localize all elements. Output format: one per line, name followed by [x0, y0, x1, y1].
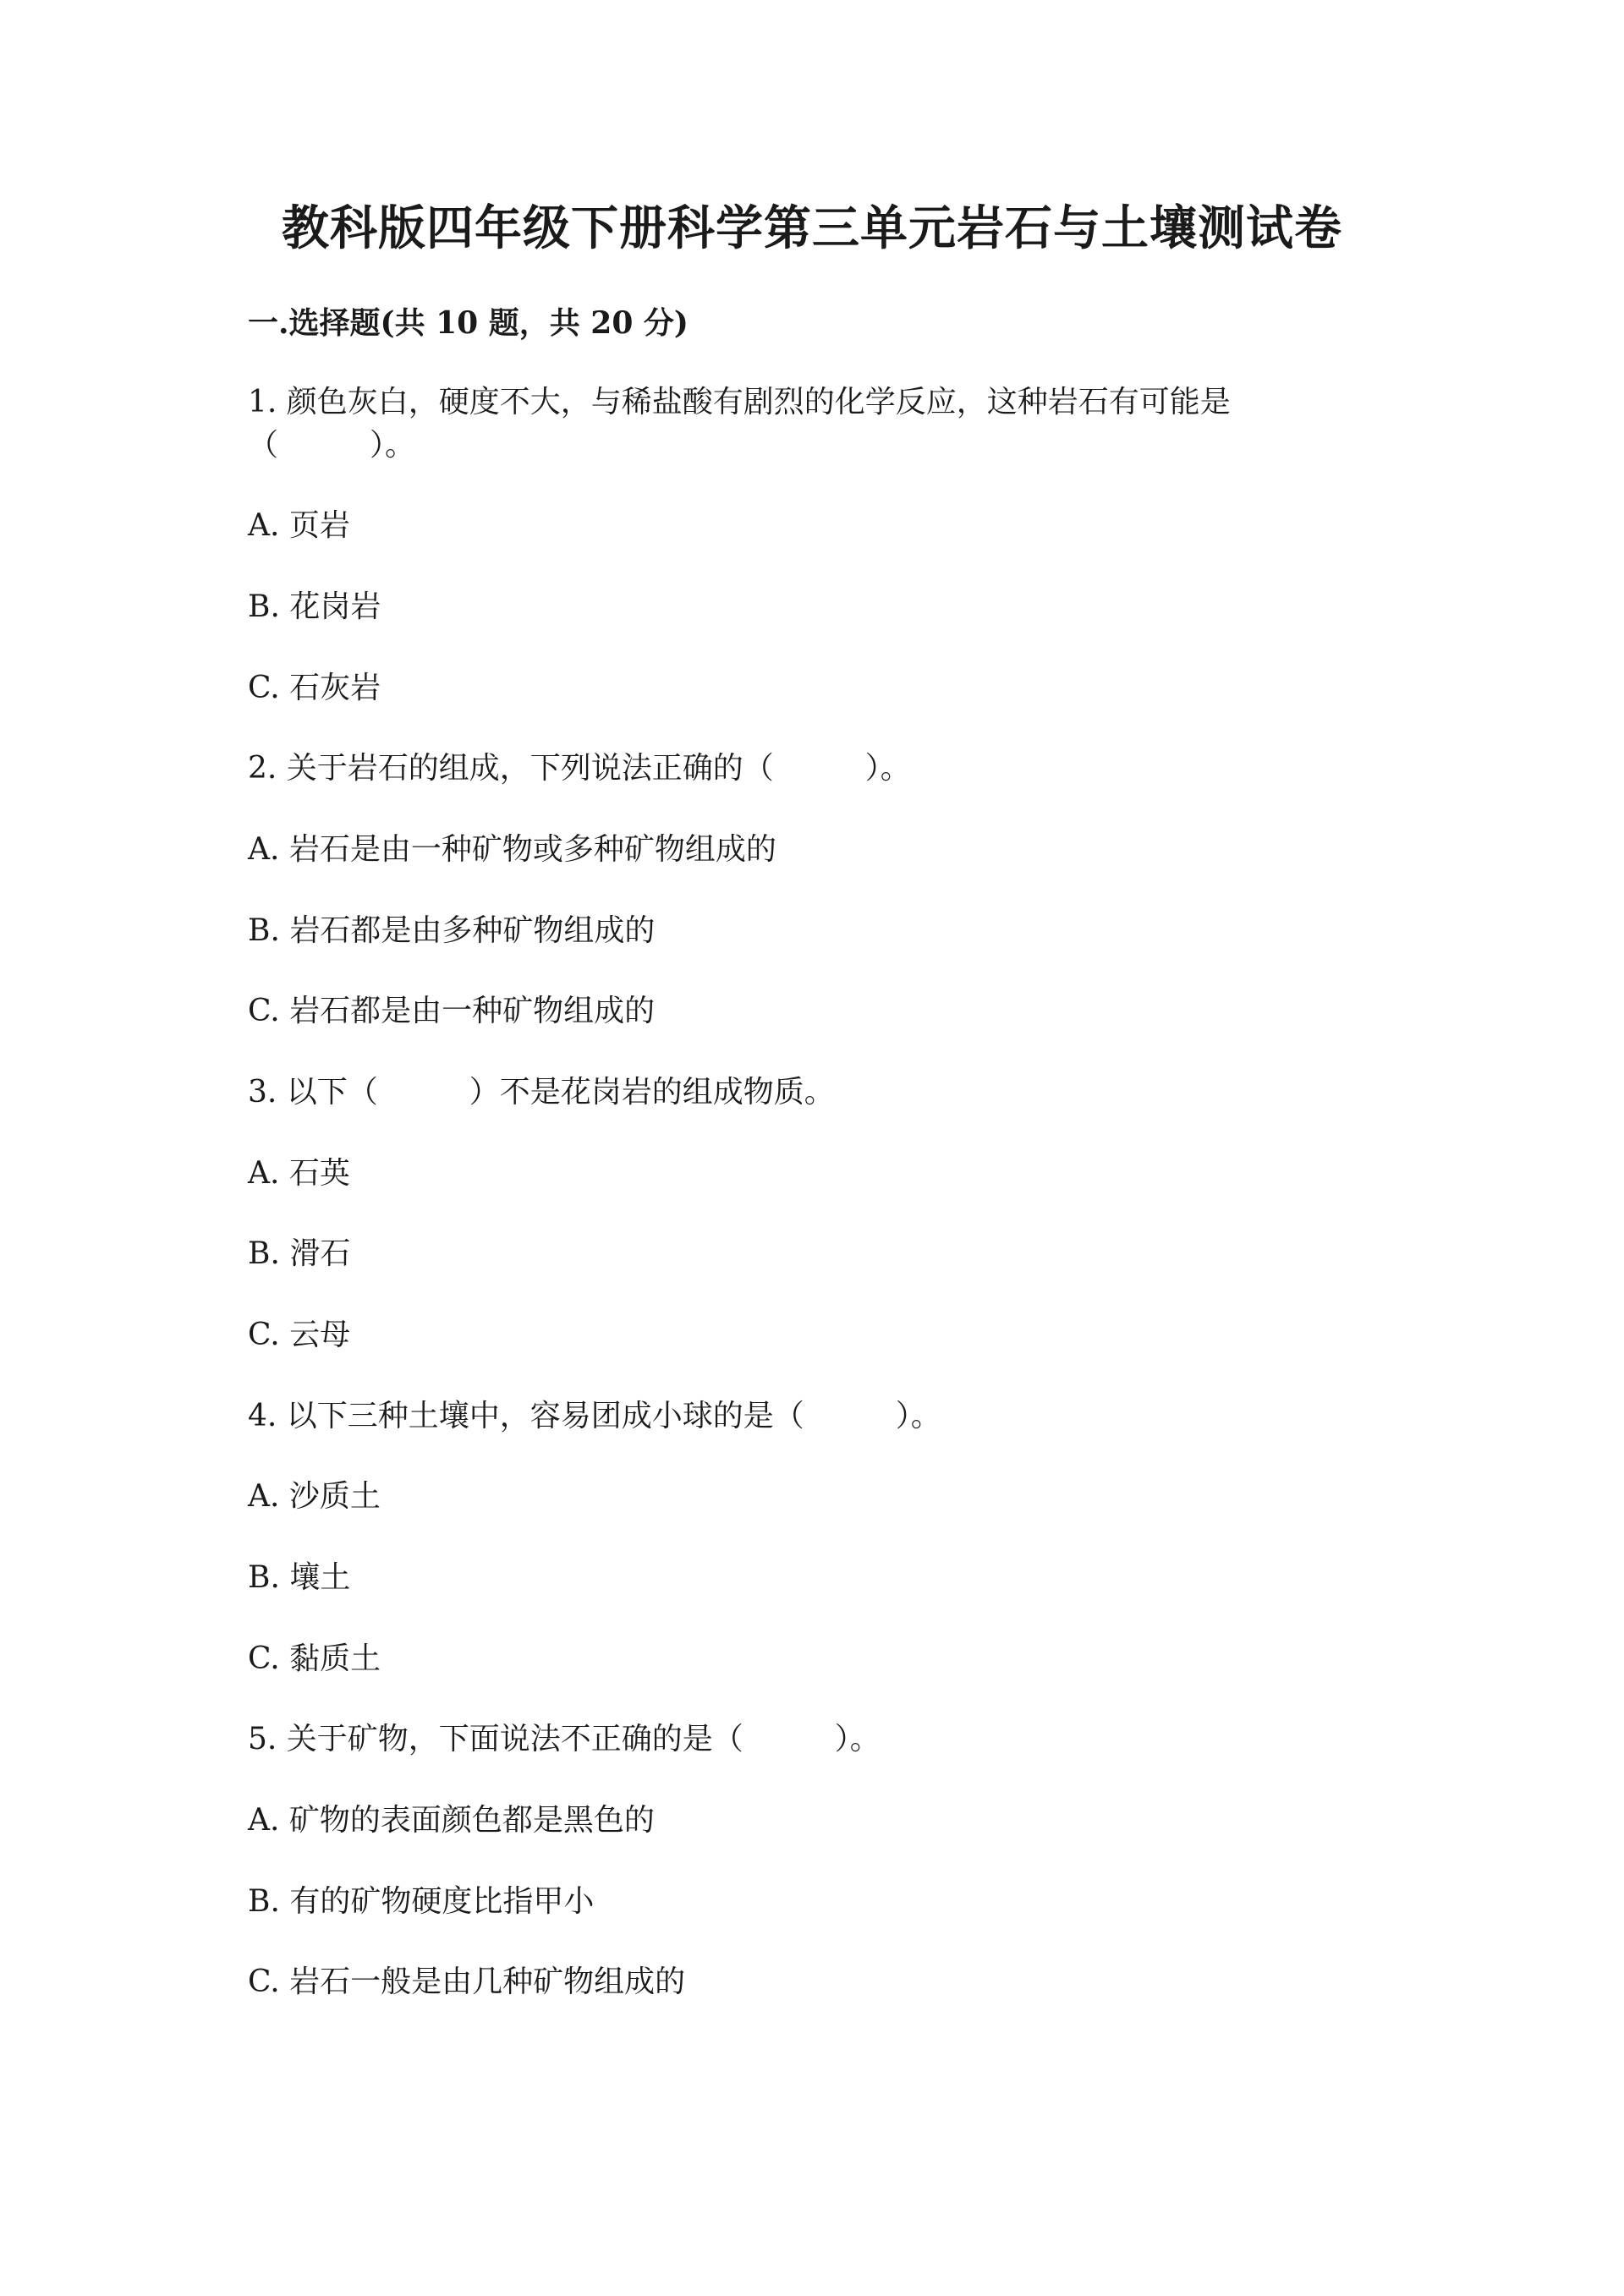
question-3-option-c: C. 云母 — [248, 1318, 351, 1352]
question-3-option-b: B. 滑石 — [248, 1236, 351, 1271]
question-4-option-a: A. 沙质土 — [248, 1479, 381, 1514]
section-heading: 一.选择题(共 10 题，共 20 分) — [248, 305, 689, 341]
question-2-option-a: A. 岩石是由一种矿物或多种矿物组成的 — [248, 832, 776, 867]
question-4-option-b: B. 壤土 — [248, 1560, 351, 1595]
question-5-option-c: C. 岩石一般是由几种矿物组成的 — [248, 1964, 686, 1999]
question-2-option-b: B. 岩石都是由多种矿物组成的 — [248, 913, 656, 948]
question-1-option-c: C. 石灰岩 — [248, 671, 381, 705]
question-1-option-a: A. 页岩 — [248, 508, 350, 543]
question-3-option-a: A. 石英 — [248, 1156, 350, 1191]
question-1-option-b: B. 花岗岩 — [248, 589, 381, 624]
question-1-stem-continued: （ ）。 — [248, 428, 416, 463]
page-title: 教科版四年级下册科学第三单元岩石与土壤测试卷 — [282, 200, 1342, 256]
question-4-stem: 4. 以下三种土壤中，容易团成小球的是（ ）。 — [248, 1399, 941, 1433]
question-5-option-b: B. 有的矿物硬度比指甲小 — [248, 1884, 595, 1919]
question-5-option-a: A. 矿物的表面颜色都是黑色的 — [248, 1803, 655, 1838]
question-5-stem: 5. 关于矿物，下面说法不正确的是（ ）。 — [248, 1722, 881, 1756]
question-2-option-c: C. 岩石都是由一种矿物组成的 — [248, 994, 656, 1028]
question-3-stem: 3. 以下（ ）不是花岗岩的组成物质。 — [248, 1075, 835, 1110]
question-4-option-c: C. 黏质土 — [248, 1641, 381, 1676]
question-1-stem: 1. 颜色灰白，硬度不大，与稀盐酸有剧烈的化学反应，这种岩石有可能是 — [248, 385, 1231, 419]
question-2-stem: 2. 关于岩石的组成，下列说法正确的（ ）。 — [248, 751, 911, 786]
